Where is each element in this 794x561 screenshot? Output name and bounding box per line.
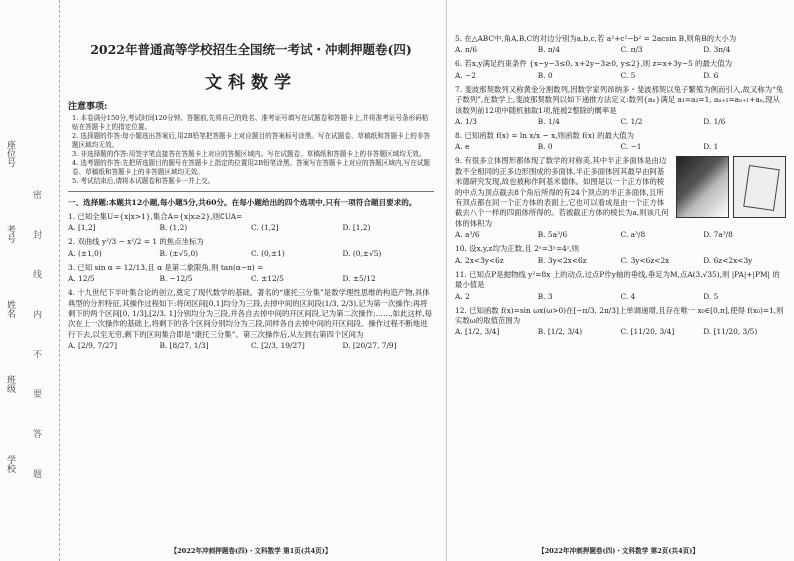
answer-options [68,249,434,259]
answer-options [455,230,786,240]
answer-options [455,117,786,127]
option: A. 2 [455,291,470,301]
binding-margin [0,0,60,561]
name-label: 姓名 [5,300,15,318]
option: B. 1/4 [537,117,560,127]
subject-title: 文科数学 [205,73,297,93]
option: D. (0,±√5) [342,248,382,258]
option: A. a³/6 [455,230,480,240]
option: B. −12/5 [159,274,193,284]
notice-heading: 注意事项: [68,102,108,112]
school-label: 学校 [5,455,15,473]
option: C. (0,±1) [251,248,285,258]
class-label: 班级 [5,375,15,393]
seal-line-text: 密 封 线 内 不 要 答 题 [31,190,41,493]
section-heading: 一、选择题:本题共12小题,每小题5分,共60分。在每小题给出的四个选项中,只有一项符合题目要求的。 [68,198,417,207]
option: A. [1/2, 3/4] [455,327,500,337]
answer-options [455,71,786,81]
seat-label: 座位号 [5,140,15,167]
option: B. 0 [537,70,553,80]
notice-item: 1. 本卷满分150分,考试时间120分钟。答题前,先将自己的姓名、准考证号填写在试题卷和答题卡上,并将准考证号条形码粘贴在答题卡上的指定位置。 [72,114,429,131]
polyhedron-photo [676,156,729,218]
question-stem: 11. 已知点P是抛物线 y²=8x 上的动点,过点P作y轴的垂线,垂足为M,点A(3,√35),则 |PA|+|PM| 的最小值是 [455,269,780,290]
option: C. [2/3, 19/27] [251,341,305,351]
option: A. −2 [455,70,476,80]
page-footer: 【2022年冲刺押题卷(四)・文科数学 第1页(共4页)】 [170,547,332,555]
option: D. 7a³/8 [703,230,733,240]
option: D. [1,2) [342,223,371,233]
option: C. (1,2] [251,223,279,233]
question-stem: 4. 十九世纪下半叶集合论的创立,奠定了现代数学的基础。著名的“康托三分集”是数学理性思维的构造产物,具体典型的分形特征,其操作过程如下:将闭区间[0,1]均分为三段,去掉中间的区间段(1/3, 2/3),记为第一次操作;再将剩下的两个区间[0, 1/3],[2/3, 1]分别均分为三段,并各自去掉中间的开区间段,记为第二次操作;……,如此这样,每次在上一次操作的基础上,将剩下的各个区间分别均分为三段,同样各自去掉中间的开区间段。操作过程不断地进行下去,以至无穷,剩下的区间集合即是“康托三分集”。第三次操作后,从左到右第四个区间为 [68,288,432,339]
option: D. 6 [703,70,719,80]
polyhedron-figure [676,156,786,218]
option: B. 5a³/6 [537,230,568,240]
option: C. 3y<6z<2x [620,255,670,265]
question-stem: 2. 双曲线 y²/3 − x²/2 = 1 的焦点坐标为 [68,237,204,247]
page-footer: 【2022年冲刺押题卷(四)・文科数学 第2页(共4页)】 [538,547,699,555]
notice-item: 4. 选考题的作答:先把所选题目的题号在答题卡上指定的位置用2B铅笔涂黑。答案写在答题卡上对应的答题区域内,写在试题卷、草稿纸和答题卡上的非答题区域均无效。 [72,159,431,176]
option: D. 1 [703,142,719,152]
question-stem: 1. 已知全集U={x|x>1},集合A={x|x≥2},则∁UA= [68,212,243,221]
option: D. 3π/4 [703,45,731,55]
question-stem: 6. 若x,y满足约束条件 {x−y−3≤0, x+2y−3≥0, y≤2},则 z=x+3y−5 的最大值为 [455,59,733,69]
option: D. [20/27, 7/9] [342,341,397,351]
notice-item: 5. 考试结束后,请将本试题卷和答题卡一并上交。 [72,177,215,185]
exam-page-2 [446,0,790,561]
exam-title: 2022年普通高等学校招生全国统一考试・冲刺押题卷(四) [90,42,412,57]
option: A. e [455,142,470,152]
question-stem: 3. 已知 sin α = 12/13,且 α 是第二象限角,则 tan(α−π) = [68,262,264,272]
option: B. (±√5,0) [159,248,199,258]
answer-options [455,292,786,302]
question-stem: 12. 已知函数 f(x)=sin ωx(ω>0)在[−π/3, 2π/3]上单调递增,且存在唯一 x₀∈[0,π],使得 f(x₀)=1,则实数ω的取值范围为 [455,305,784,325]
option: B. π/4 [537,45,560,55]
cube-wireframe [733,156,786,218]
option: D. [11/20, 3/5) [703,327,758,337]
notice-item: 2. 选择题的作答:每小题选出答案后,用2B铅笔把答题卡上对应题目的答案标号涂黑。写在试题卷、草稿纸和答题卡上的非答题区域均无效。 [72,132,431,149]
option: B. [8/27, 1/3] [159,341,209,351]
option: B. [1/2, 3/4) [537,327,583,337]
answer-options [455,45,786,55]
exam-number-label: 考号 [5,225,15,243]
option: A. π/6 [455,45,478,55]
question-stem: 8. 已知函数 f(x) = ln x/x − x,则函数 f(x) 的最大值为 [455,131,635,141]
option: C. 1/2 [620,117,643,127]
question-stem: 9. 有很多立体图形都体现了数学的对称美,其中半正多面体是由边数不全相同的正多边形围成的多面体,半正多面体因其最早由阿基米德研究发现,故也被称作阿基米德体。如图是以一个正方体的棱的中点为顶点截去8个角后所得的有24个顶点的半正多面体,且所有顶点都在同一个正方体的表面上,它也可以看成是由一个正方体截去八个一样的四面体所得的。若被截正方体的棱长为a,则该几何体的体积为 [455,156,669,228]
option: B. 3y<2x<6z [537,255,587,265]
option: D. 6z<2x<3y [703,255,753,265]
divider [68,191,434,192]
option: C. 5 [620,70,636,80]
option: A. 12/5 [68,274,95,284]
option: D. 1/6 [703,117,726,127]
notice-item: 3. 非选择题的作答:用签字笔直接答在答题卡上对应的答题区域内。写在试题卷、草稿纸和答题卡上的非答题区域均无效。 [72,150,426,158]
answer-options [455,142,786,152]
option: B. 0 [537,142,553,152]
answer-options [455,327,786,337]
option: C. ±12/5 [251,274,284,284]
option: D. ±5/12 [342,274,376,284]
answer-options [68,274,434,284]
question-stem: 5. 在△ABC中,角A,B,C的对边分别为a,b,c,若 a²+c²−b² = 2acsin B,则角B的大小为 [455,34,737,43]
answer-options [68,223,434,233]
option: C. a³/8 [620,230,646,240]
option: C. −1 [620,142,642,152]
answer-options [455,256,786,266]
answer-options [68,341,434,351]
option: D. 5 [703,291,719,301]
question-stem: 7. 斐波那契数列又称黄金分割数列,因数学家列昂纳多・斐波那契以兔子繁殖为例而引入,故又称为“兔子数列”,在数学上,斐波那契数列以如下递推方法定义:数列{aₙ}满足 a₁=a₂=1, aₙ₊₂=aₙ₊₁+aₙ,现从该数列前12项中随机抽取1项,能被2整除的概率是 [455,84,784,115]
option: C. 4 [620,291,636,301]
option: A. 1/3 [455,117,477,127]
option: A. 2x<3y<6z [455,255,504,265]
question-stem: 10. 设x,y,z均为正数,且 2ˣ=3ʸ=4ᶻ,则 [455,244,580,254]
option: C. [11/20, 3/4] [620,327,675,337]
option: B. (1,2) [159,223,188,233]
option: A. (±1,0) [68,248,102,258]
option: A. [2/9, 7/27] [68,341,117,351]
exam-page-1 [62,0,440,561]
option: C. π/3 [620,45,643,55]
option: A. [1,2] [68,223,96,233]
option: B. 3 [537,291,553,301]
